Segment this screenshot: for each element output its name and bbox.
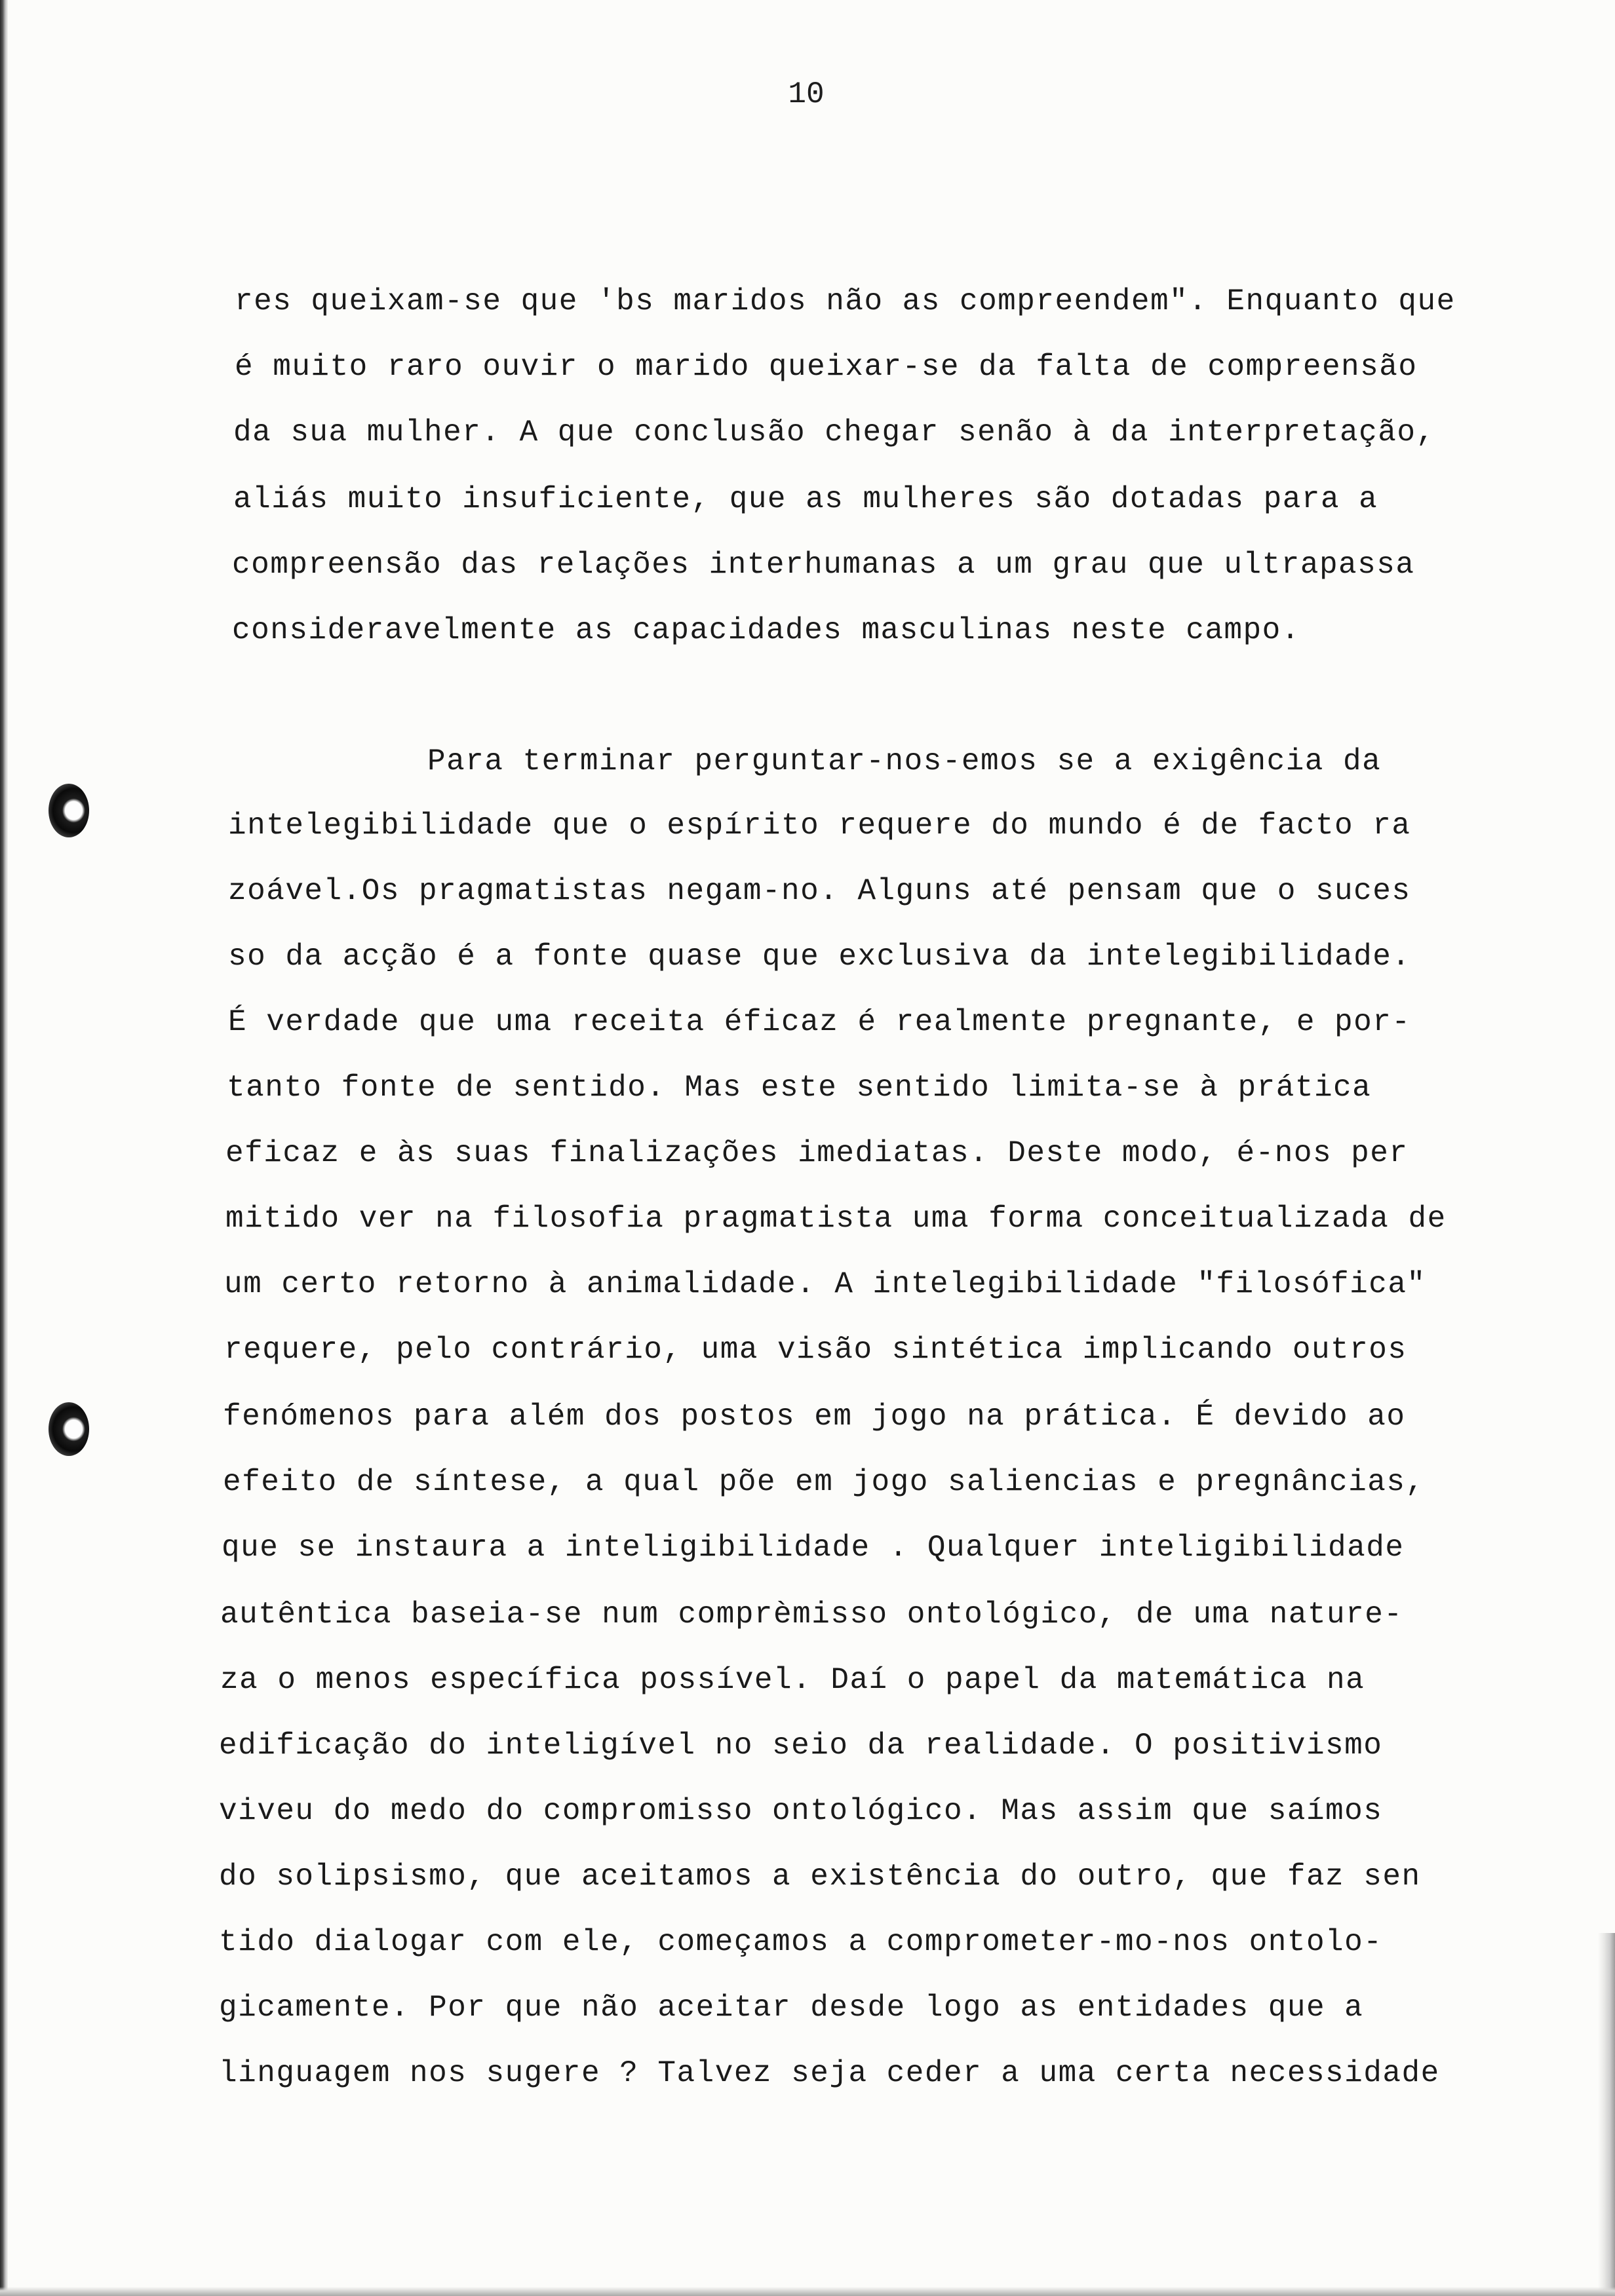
text-line: linguagem nos sugere ? Talvez seja ceder a uma certa necessidade — [219, 2056, 1440, 2090]
text-line: tanto fonte de sentido. Mas este sentido limita-se à prática — [227, 1071, 1372, 1105]
text-line: Para terminar perguntar-nos-emos se a exigência da — [427, 744, 1382, 778]
text-line: gicamente. Por que não aceitar desde logo as entidades que a — [219, 1991, 1364, 2025]
text-line: É verdade que uma receita éficaz é realmente pregnante, e por- — [228, 1005, 1411, 1039]
text-line: res queixam-se que 'bs maridos não as compreendem". Enquanto que — [235, 284, 1456, 318]
page-right-shadow — [1598, 1933, 1615, 2296]
text-line: viveu do medo do compromisso ontológico. Mas assim que saímos — [219, 1794, 1383, 1828]
page-bottom-edge — [0, 2287, 1615, 2296]
text-line: aliás muito insuficiente, que as mulheres são dotadas para a — [233, 482, 1378, 516]
text-line: zoável.Os pragmatistas negam-no. Alguns até pensam que o suces — [228, 874, 1411, 908]
text-line: eficaz e às suas finalizações imediatas. Deste modo, é-nos per — [225, 1136, 1409, 1170]
text-line: um certo retorno à animalidade. A intelegibilidade "filosófica" — [224, 1267, 1426, 1301]
text-line: que se instaura a inteligibilidade . Qualquer inteligibilidade — [222, 1531, 1405, 1565]
punch-hole — [49, 784, 89, 837]
text-line: fenómenos para além dos postos em jogo na prática. É devido ao — [223, 1400, 1406, 1434]
text-line: do solipsismo, que aceitamos a existência do outro, que faz sen — [219, 1860, 1421, 1894]
text-line: é muito raro ouvir o marido queixar-se da falta de compreensão — [235, 350, 1418, 384]
page-binding-edge — [0, 0, 8, 2296]
text-line: edificação do inteligível no seio da realidade. O positivismo — [219, 1729, 1383, 1763]
page-number: 10 — [788, 77, 825, 111]
punch-hole — [49, 1402, 89, 1456]
text-line: autêntica baseia-se num comprèmisso ontológico, de uma nature- — [220, 1598, 1403, 1632]
text-line: consideravelmente as capacidades masculinas neste campo. — [232, 613, 1300, 647]
text-line: mitido ver na filosofia pragmatista uma forma conceitualizada de — [225, 1202, 1447, 1236]
text-line: requere, pelo contrário, uma visão sintética implicando outros — [224, 1333, 1407, 1367]
text-line: za o menos específica possível. Daí o papel da matemática na — [220, 1663, 1365, 1697]
text-line: da sua mulher. A que conclusão chegar senão à da interpretação, — [233, 415, 1435, 450]
text-line: tido dialogar com ele, começamos a comprometer-mo-nos ontolo- — [219, 1925, 1383, 1959]
text-line: so da acção é a fonte quase que exclusiva da intelegibilidade. — [228, 940, 1411, 974]
text-line: efeito de síntese, a qual põe em jogo saliencias e pregnâncias, — [223, 1465, 1425, 1499]
text-line: intelegibilidade que o espírito requere do mundo é de facto ra — [228, 809, 1411, 843]
text-line: compreensão das relações interhumanas a um grau que ultrapassa — [232, 548, 1415, 582]
